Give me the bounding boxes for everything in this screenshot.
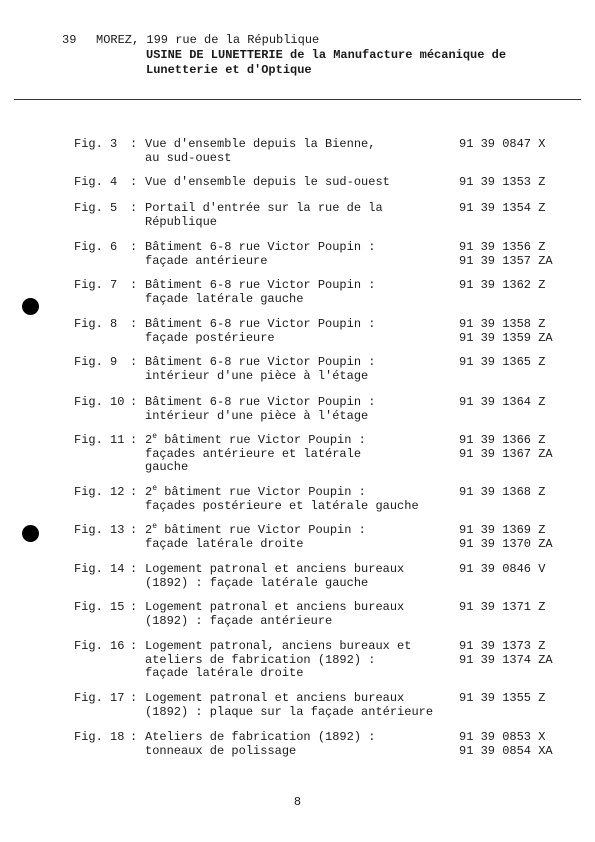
photo-references — [459, 396, 579, 410]
figure-separator: : — [130, 355, 138, 369]
figure-label: Fig. 16 — [74, 639, 125, 653]
figure-separator: : — [130, 485, 138, 499]
photo-reference: 91 39 1356 Z — [459, 240, 546, 254]
description-text: bâtiment rue Victor Poupin : — [164, 433, 366, 447]
figure-label: Fig. 6 — [74, 240, 118, 254]
figure-description — [145, 241, 445, 268]
figure-separator: : — [130, 691, 138, 705]
figure-description — [145, 434, 445, 475]
description-line: façade postérieure — [145, 330, 275, 345]
punch-hole-bottom — [22, 525, 39, 542]
figure-label: Fig. 7 — [74, 278, 118, 292]
ordinal-number: 2 — [145, 485, 153, 499]
photo-reference: 91 39 1364 Z — [459, 395, 546, 409]
description-line: République — [145, 214, 218, 229]
photo-reference: 91 39 1353 Z — [459, 175, 546, 189]
figure-description — [145, 563, 445, 590]
description-line: Ateliers de fabrication (1892) : — [145, 730, 376, 744]
ordinal-number: 2 — [145, 433, 153, 447]
photo-references — [459, 486, 579, 500]
header-divider — [14, 99, 581, 100]
description-line: façade antérieure — [145, 253, 268, 268]
figure-separator: : — [130, 562, 138, 576]
description-line: intérieur d'une pièce à l'étage — [145, 408, 369, 423]
description-line: façade latérale gauche — [145, 291, 304, 306]
photo-references — [459, 434, 579, 461]
description-line: tonneaux de polissage — [145, 743, 297, 758]
figure-label: Fig. 14 — [74, 562, 125, 576]
figure-separator: : — [130, 240, 138, 254]
photo-reference: 91 39 1362 Z — [459, 278, 546, 292]
figure-label: Fig. 17 — [74, 691, 125, 705]
figure-separator: : — [130, 395, 138, 409]
description-text: bâtiment rue Victor Poupin : — [164, 485, 366, 499]
photo-references — [459, 279, 579, 293]
figure-separator: : — [130, 639, 138, 653]
figure-separator: : — [130, 600, 138, 614]
description-line: ateliers de fabrication (1892) : — [145, 652, 376, 667]
figure-description — [145, 524, 445, 551]
description-line: intérieur d'une pièce à l'étage — [145, 368, 369, 383]
description-line: Vue d'ensemble depuis le sud-ouest — [145, 175, 390, 189]
figure-label: Fig. 4 — [74, 175, 118, 189]
description-line: Logement patronal et anciens bureaux — [145, 600, 405, 614]
figure-label: Fig. 10 — [74, 395, 125, 409]
photo-reference: 91 39 1354 Z — [459, 201, 546, 215]
punch-hole-top — [22, 298, 39, 315]
photo-references — [459, 524, 579, 551]
description-text: bâtiment rue Victor Poupin : — [164, 523, 366, 537]
figure-label: Fig. 18 — [74, 730, 125, 744]
description-line: Portail d'entrée sur la rue de la — [145, 201, 383, 215]
description-line: Logement patronal et anciens bureaux — [145, 691, 405, 705]
description-line: (1892) : façade latérale gauche — [145, 575, 369, 590]
photo-references — [459, 601, 579, 615]
page-header — [62, 33, 507, 77]
description-line — [145, 524, 445, 538]
record-number: 39 — [62, 33, 77, 47]
ordinal-suffix: e — [152, 484, 158, 493]
figure-label: Fig. 12 — [74, 485, 125, 499]
figure-label: Fig. 8 — [74, 317, 118, 331]
description-line: Bâtiment 6-8 rue Victor Poupin : — [145, 317, 376, 331]
figure-separator: : — [130, 523, 138, 537]
description-line: au sud-ouest — [145, 150, 232, 165]
description-line — [145, 486, 445, 500]
photo-reference: 91 39 1374 ZA — [459, 652, 553, 667]
page-number: 8 — [293, 795, 302, 809]
figure-separator: : — [130, 317, 138, 331]
description-line: Logement patronal et anciens bureaux — [145, 562, 405, 576]
photo-references — [459, 692, 579, 706]
record-title — [146, 48, 566, 78]
photo-references — [459, 356, 579, 370]
photo-references — [459, 640, 579, 667]
description-line: Bâtiment 6-8 rue Victor Poupin : — [145, 240, 376, 254]
record-location: MOREZ, 199 rue de la République — [96, 33, 320, 47]
photo-reference: 91 39 0853 X — [459, 730, 546, 744]
description-line: Vue d'ensemble depuis la Bienne, — [145, 137, 376, 151]
figure-description — [145, 356, 445, 383]
photo-reference: 91 39 1373 Z — [459, 639, 546, 653]
figure-description — [145, 318, 445, 345]
description-line: façade latérale droite — [145, 536, 304, 551]
figure-separator: : — [130, 433, 138, 447]
description-line: Bâtiment 6-8 rue Victor Poupin : — [145, 278, 376, 292]
photo-reference: 91 39 1357 ZA — [459, 253, 553, 268]
figure-description — [145, 731, 445, 758]
ordinal-suffix: e — [152, 432, 158, 441]
figure-separator: : — [130, 278, 138, 292]
description-line: Logement patronal, anciens bureaux et — [145, 639, 412, 653]
photo-references — [459, 202, 579, 216]
photo-references — [459, 138, 579, 152]
figure-description — [145, 640, 445, 681]
figure-separator: : — [130, 137, 138, 151]
photo-references — [459, 731, 579, 758]
figure-description — [145, 601, 445, 628]
photo-reference: 91 39 1367 ZA — [459, 446, 553, 461]
figure-label: Fig. 3 — [74, 137, 118, 151]
photo-reference: 91 39 1369 Z — [459, 523, 546, 537]
figure-label: Fig. 9 — [74, 355, 118, 369]
photo-references — [459, 176, 579, 190]
photo-reference: 91 39 1368 Z — [459, 485, 546, 499]
figure-description — [145, 396, 445, 423]
photo-reference: 91 39 0847 X — [459, 137, 546, 151]
description-line: (1892) : façade antérieure — [145, 613, 333, 628]
figure-label: Fig. 13 — [74, 523, 125, 537]
photo-reference: 91 39 1366 Z — [459, 433, 546, 447]
figure-description — [145, 279, 445, 306]
description-line: façade latérale droite — [145, 666, 304, 680]
description-line — [145, 434, 445, 448]
photo-reference: 91 39 1370 ZA — [459, 536, 553, 551]
photo-reference: 91 39 1371 Z — [459, 600, 546, 614]
figure-separator: : — [130, 730, 138, 744]
figure-description — [145, 138, 445, 165]
photo-references — [459, 563, 579, 577]
figure-description — [145, 202, 445, 229]
photo-references — [459, 241, 579, 268]
record-title-line-1: USINE DE LUNETTERIE de la Manufacture mécanique de — [146, 48, 507, 62]
ordinal-number: 2 — [145, 523, 153, 537]
figure-label: Fig. 15 — [74, 600, 125, 614]
description-line: (1892) : plaque sur la façade antérieure — [145, 704, 434, 719]
photo-reference: 91 39 1355 Z — [459, 691, 546, 705]
photo-references — [459, 318, 579, 345]
figure-separator: : — [130, 201, 138, 215]
description-line: gauche — [145, 460, 189, 474]
description-line: Bâtiment 6-8 rue Victor Poupin : — [145, 355, 376, 369]
photo-reference: 91 39 0854 XA — [459, 743, 553, 758]
figure-description — [145, 486, 445, 513]
figure-description — [145, 176, 445, 190]
ordinal-suffix: e — [152, 522, 158, 531]
figure-label: Fig. 5 — [74, 201, 118, 215]
photo-reference: 91 39 1365 Z — [459, 355, 546, 369]
photo-reference: 91 39 1359 ZA — [459, 330, 553, 345]
figure-separator: : — [130, 175, 138, 189]
description-line: façades postérieure et latérale gauche — [145, 498, 419, 513]
photo-reference: 91 39 1358 Z — [459, 317, 546, 331]
photo-reference: 91 39 0846 V — [459, 562, 546, 576]
figure-description — [145, 692, 445, 719]
figure-label: Fig. 11 — [74, 433, 125, 447]
record-title-line-2: Lunetterie et d'Optique — [146, 63, 312, 77]
description-line: façades antérieure et latérale — [145, 446, 362, 461]
description-line: Bâtiment 6-8 rue Victor Poupin : — [145, 395, 376, 409]
